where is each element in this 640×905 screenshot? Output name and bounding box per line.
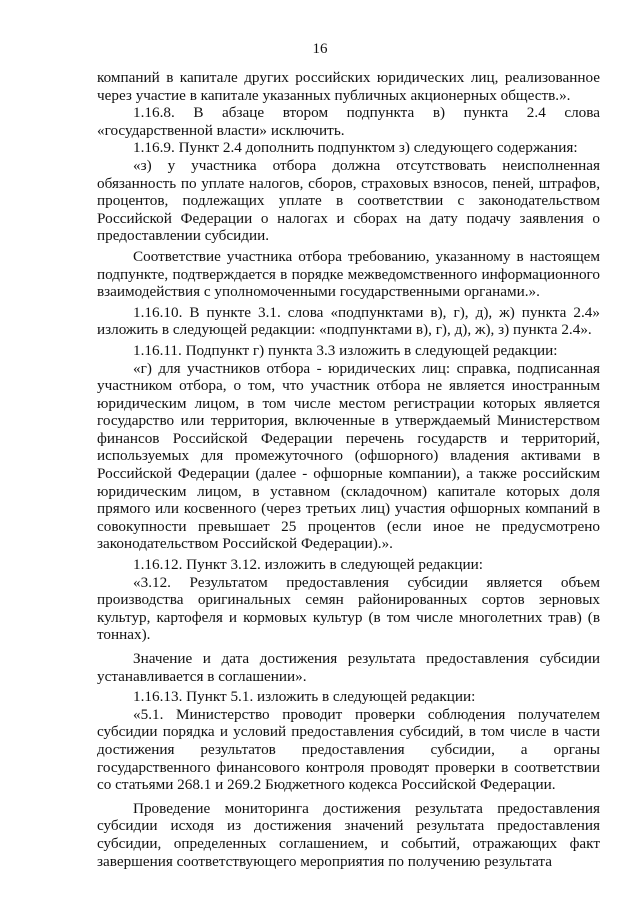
paragraph-compliance: Соответствие участника отбора требованию, указанному в настоящем подпункте, подтверждается в порядке межведомственного информационного взаимодействия с уполномоченными государственными органами.». [97,247,600,301]
paragraph-1-16-8: 1.16.8. В абзаце втором подпункта в) пункта 2.4 слова «государственной власти» исключить. [97,104,600,139]
paragraph-1-16-11: 1.16.11. Подпункт г) пункта 3.3 изложить в следующей редакции: [133,341,558,359]
paragraph-3-12: «3.12. Результатом предоставления субсидии является объем производства оригинальных семян районированных сортов зерновых культур, картофеля и кормовых культур (в том числе многолетних трав) (в тоннах). [97,573,600,644]
paragraph-result-value: Значение и дата достижения результата предоставления субсидии устанавливается в соглашении». [97,650,600,685]
page-number: 16 [312,41,328,57]
paragraph-5-1: «5.1. Министерство проводит проверки соблюдения получателем субсидии порядка и условий предоставления субсидий, в том числе в части достижения результатов предоставления субсидии, а органы государственного финансового контроля проводят проверки в соответствии со статьями 268.1 и 269.2 Бюджетного кодекса Российской Федерации. [97,705,600,794]
paragraph-subpoint-z: «з) у участника отбора должна отсутствовать неисполненная обязанность по уплате налогов, сборов, страховых взносов, пеней, штрафов, процентов, подлежащих уплате в соответствии с законодательством Российской Федерации о налогах и сборах на дату подачу заявления о предоставлении субсидии. [97,156,600,245]
paragraph-subpoint-g: «г) для участников отбора - юридических лиц: справка, подписанная участником отбора, о том, что участник отбора не является иностранным юридическим лицом, в том числе местом регистрации которых является государство или территория, включенные в утверждаемый Министерством финансов Российской Федерации перечень государств и территорий, используемых для промежуточного (офшорного) владения активами в Российской Федерации (далее - офшорные компании), а также российским юридическим лицом, в уставном (складочном) капитале которых доля прямого или косвенного (через третьих лиц) участия офшорных компаний в совокупности превышает 25 процентов (если иное не предусмотрено законодательством Российской Федерации).». [97,359,600,553]
document-body [97,69,600,870]
paragraph-monitoring: Проведение мониторинга достижения результата предоставления субсидии исходя из достижения значений результата предоставления субсидии, определенных соглашением, и событий, отражающих факт завершения соответствующего мероприятия по получению результата [97,799,600,870]
paragraph-1-16-13: 1.16.13. Пункт 5.1. изложить в следующей редакции: [133,688,476,706]
paragraph-1-16-9: 1.16.9. Пункт 2.4 дополнить подпунктом з) следующего содержания: [133,139,578,157]
paragraph-1-16-10: 1.16.10. В пункте 3.1. слова «подпунктами в), г), д), ж) пункта 2.4» изложить в следующей редакции: «подпунктами в), г), д), ж), з) пункта 2.4». [97,303,600,339]
paragraph-continuation: компаний в капитале других российских юридических лиц, реализованное через участие в капитале указанных публичных акционерных обществ.». [97,69,600,104]
paragraph-1-16-12: 1.16.12. Пункт 3.12. изложить в следующей редакции: [133,556,483,574]
